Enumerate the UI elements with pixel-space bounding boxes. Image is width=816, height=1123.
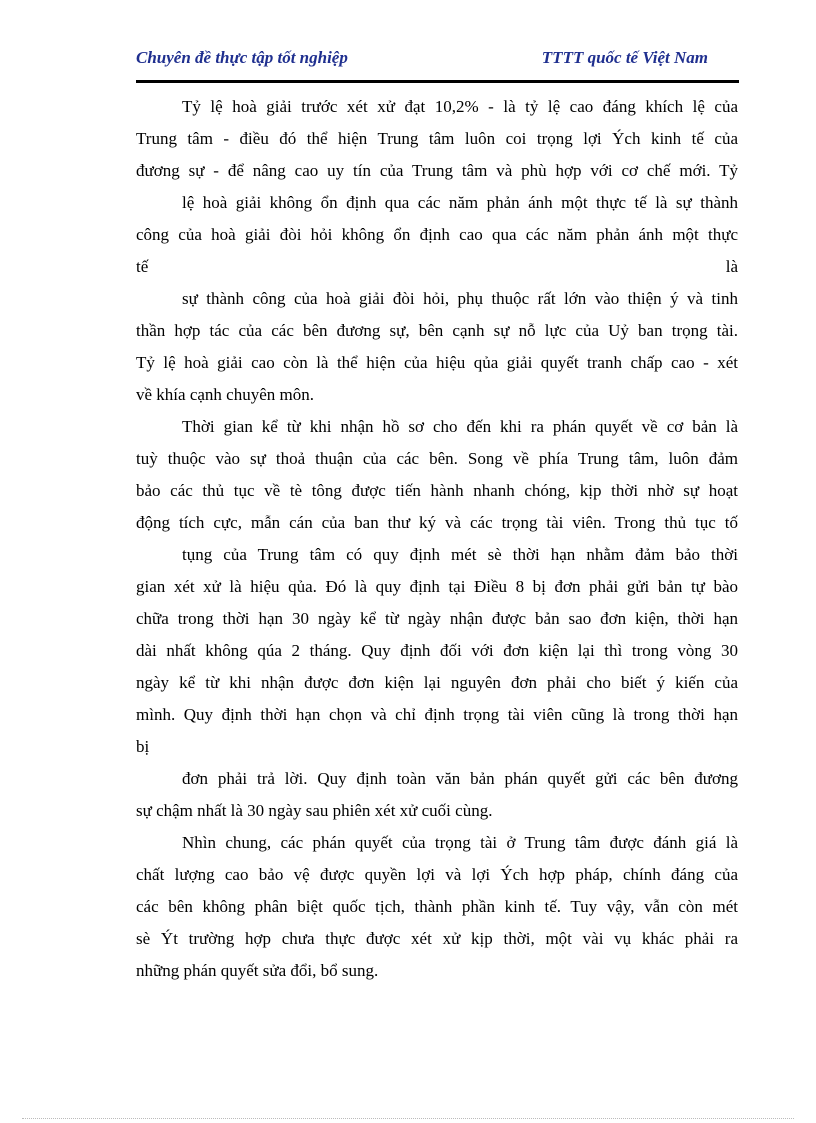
- text-line: sự chậm nhất là 30 ngày sau phiên xét xử cuối cùng.: [136, 801, 493, 820]
- header-divider: [136, 80, 739, 83]
- text-line: dài nhất không qúa 2 tháng. Quy định đối với đơn kiện lại thì trong vòng 30: [136, 641, 738, 660]
- text-line: đơn phải trả lời. Quy định toàn văn bản phán quyết gửi các bên đương: [182, 769, 738, 788]
- text-line: tụng của Trung tâm có quy định mét sè thời hạn nhằm đảm bảo thời: [182, 545, 738, 564]
- text-line: ngày kể từ khi nhận được đơn kiện lại nguyên đơn phải cho biết ý kiến của: [136, 673, 738, 692]
- text-line: Tỷ lệ hoà giải cao còn là thể hiện của hiệu qủa giải quyết tranh chấp cao - xét: [136, 353, 738, 372]
- text-line: lệ hoà giải không ổn định qua các năm phản ánh một thực tế là sự thành: [182, 193, 738, 212]
- text-line: chất lượng cao bảo vệ được quyền lợi và lợi Ých hợp pháp, chính đáng của: [136, 865, 738, 884]
- text-line: đương sự - để nâng cao uy tín của Trung tâm và phù hợp với cơ chế mới. Tỷ: [136, 161, 738, 180]
- text-line: thần hợp tác của các bên đương sự, bên cạnh sự nỗ lực của Uỷ ban trọng tài.: [136, 321, 738, 340]
- text-line: về khía cạnh chuyên môn.: [136, 385, 314, 404]
- text-line: các bên không phân biệt quốc tịch, thành phần kinh tế. Tuy vậy, vẫn còn mét: [136, 897, 738, 916]
- page-bottom-rule: [22, 1118, 794, 1119]
- text-line: Trung tâm - điều đó thể hiện Trung tâm luôn coi trọng lợi Ých kinh tế của: [136, 129, 738, 148]
- text-line: bảo các thủ tục về tè tông được tiến hành nhanh chóng, kịp thời nhờ sự hoạt: [136, 481, 738, 500]
- text-line-split: [136, 251, 738, 283]
- text-fragment: là: [725, 257, 738, 276]
- header-document-title: Chuyên đề thực tập tốt nghiệp: [136, 48, 348, 67]
- header-organization: TTTT quốc tế Việt Nam: [541, 48, 708, 67]
- text-line: Thời gian kể từ khi nhận hồ sơ cho đến khi ra phán quyết về cơ bản là: [182, 417, 738, 436]
- text-line: những phán quyết sửa đổi, bổ sung.: [136, 961, 379, 980]
- text-line: tuỳ thuộc vào sự thoả thuận của các bên. Song về phía Trung tâm, luôn đảm: [136, 449, 738, 468]
- text-line: bị: [136, 737, 150, 756]
- document-body: [136, 91, 738, 987]
- text-line: Tỷ lệ hoà giải trước xét xử đạt 10,2% - là tỷ lệ cao đáng khích lệ của: [182, 97, 738, 116]
- page-header: [136, 48, 738, 78]
- text-line: động tích cực, mẫn cán của ban thư ký và các trọng tài viên. Trong thủ tục tố: [136, 513, 738, 532]
- text-line: chữa trong thời hạn 30 ngày kể từ ngày nhận được bản sao đơn kiện, thời hạn: [136, 609, 738, 628]
- text-fragment: tế: [136, 257, 149, 276]
- text-line: sự thành công của hoà giải đòi hỏi, phụ thuộc rất lớn vào thiện ý và tinh: [182, 289, 738, 308]
- text-line: gian xét xử là hiệu qủa. Đó là quy định tại Điều 8 bị đơn phải gửi bản tự bào: [136, 577, 738, 596]
- text-line: sè Ýt trường hợp chưa thực được xét xử kịp thời, một vài vụ khác phải ra: [136, 929, 738, 948]
- text-line: Nhìn chung, các phán quyết của trọng tài ở Trung tâm được đánh giá là: [182, 833, 738, 852]
- text-line: mình. Quy định thời hạn chọn và chỉ định trọng tài viên cũng là trong thời hạn: [136, 705, 738, 724]
- text-line: công của hoà giải đòi hỏi không ổn định cao qua các năm phản ánh một thực: [136, 225, 738, 244]
